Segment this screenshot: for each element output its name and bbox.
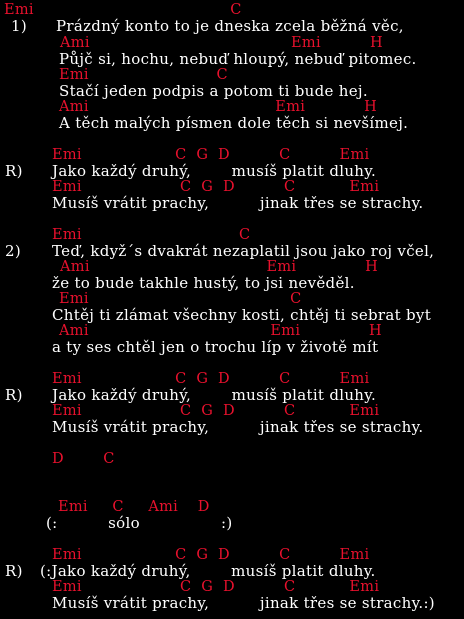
refrain-label: R) <box>5 562 23 580</box>
chord-line: Emi C G D C Emi <box>52 179 380 195</box>
chord-line: Ami Emi H <box>60 259 379 275</box>
lyric-line: Půjč si, hochu, nebuď hloupý, nebuď pitomec. <box>59 50 417 68</box>
chord-line: Emi C <box>59 67 228 83</box>
chord-line: Emi C <box>59 291 302 307</box>
solo-line: (: sólo :) <box>46 514 233 532</box>
lyric-line: Musíš vrátit prachy, jinak třes se strachy. <box>52 194 424 212</box>
lyric-line: Chtěj ti zlámat všechny kosti, chtěj ti sebrat byt <box>52 306 432 324</box>
lyric-line: A těch malých písmen dole těch si nevšímej. <box>59 114 409 132</box>
verse-label: 2) <box>5 242 21 260</box>
chord-line: Ami Emi H <box>60 35 383 51</box>
refrain-label: R) <box>5 386 23 404</box>
chord-line: Emi C G D C Emi <box>52 579 380 595</box>
lyric-line: Teď, když´s dvakrát nezaplatil jsou jako roj včel, <box>52 242 435 260</box>
lyric-line: že to bude takhle hustý, to jsi nevěděl. <box>52 274 355 292</box>
lyric-line: Jako každý druhý, musíš platit dluhy. <box>52 162 377 180</box>
chord-line: Emi C Ami D <box>58 499 210 515</box>
chord-line: Emi C G D C Emi <box>52 147 370 163</box>
verse-label: 1) <box>11 17 27 35</box>
lyric-line: Stačí jeden podpis a potom ti bude hej. <box>59 82 368 100</box>
lyric-line: Musíš vrátit prachy, jinak třes se strachy.:) <box>52 594 435 612</box>
lyric-line: a ty ses chtěl jen o trochu líp v životě mít <box>52 338 379 356</box>
chord-line: Ami Emi H <box>59 323 382 339</box>
refrain-label: R) <box>5 162 23 180</box>
chord-line: Emi C <box>4 2 242 18</box>
chord-line: Emi C <box>52 227 251 243</box>
chord-line: Emi C G D C Emi <box>52 547 370 563</box>
chord-line: Emi C G D C Emi <box>52 403 380 419</box>
lyric-line: (:Jako každý druhý, musíš platit dluhy. <box>40 562 376 580</box>
lyric-line: Musíš vrátit prachy, jinak třes se strachy. <box>52 418 424 436</box>
lyric-line: Prázdný konto to je dneska zcela běžná věc, <box>56 17 404 35</box>
chord-line: D C <box>52 451 115 467</box>
lyric-line: Jako každý druhý, musíš platit dluhy. <box>52 386 377 404</box>
chord-line: Ami Emi H <box>59 99 378 115</box>
chord-line: Emi C G D C Emi <box>52 371 370 387</box>
